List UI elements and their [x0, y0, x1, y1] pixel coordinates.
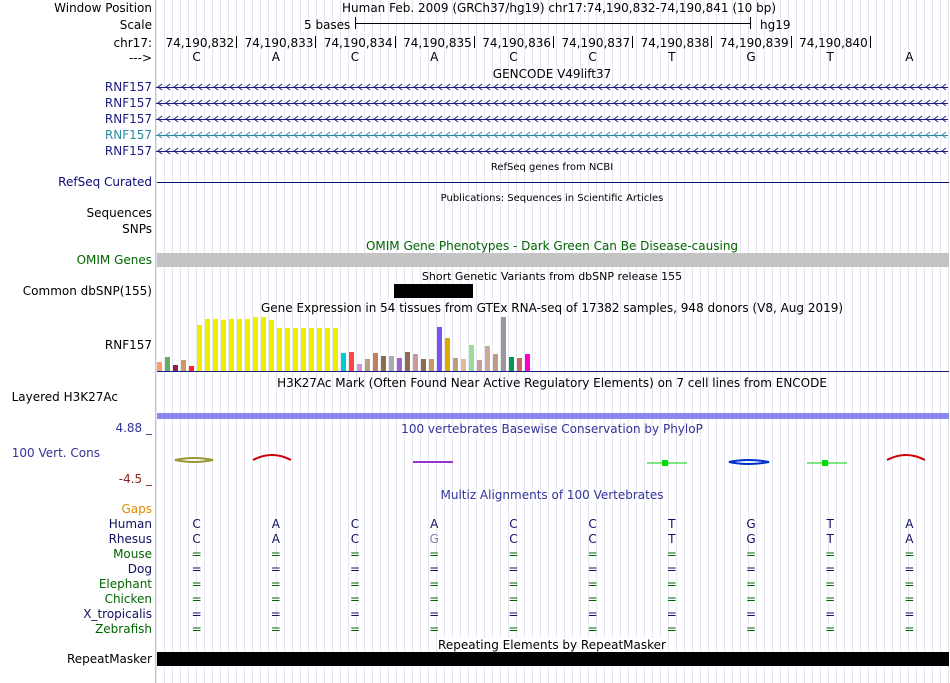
gtex-tissue-bar[interactable]: [445, 338, 450, 371]
gencode-transcript-line[interactable]: [156, 99, 948, 107]
species-label-zebrafish[interactable]: Zebrafish: [95, 622, 152, 636]
strand-arrows: [156, 147, 948, 155]
coordinate-tick: [395, 36, 396, 48]
gtex-tissue-bar[interactable]: [397, 358, 402, 371]
species-label-dog[interactable]: Dog: [127, 562, 152, 576]
repeatmasker-title: Repeating Elements by RepeatMasker: [438, 638, 666, 652]
snps-label[interactable]: SNPs: [122, 222, 152, 236]
gtex-tissue-bar[interactable]: [237, 319, 242, 371]
gtex-tissue-bar[interactable]: [429, 359, 434, 371]
scale-db: hg19: [760, 18, 791, 32]
alignment-base: =: [191, 547, 202, 561]
gtex-tissue-bar[interactable]: [357, 364, 362, 371]
alignment-base: G: [746, 517, 756, 531]
gtex-label[interactable]: RNF157: [104, 338, 152, 352]
gtex-tissue-bar[interactable]: [413, 354, 418, 371]
gtex-tissue-bar[interactable]: [501, 317, 506, 371]
gtex-tissue-bar[interactable]: [165, 357, 170, 371]
ruler-base: T: [826, 50, 834, 64]
alignment-base: =: [270, 622, 281, 636]
alignment-base: C: [350, 532, 360, 546]
alignment-base: =: [349, 547, 361, 561]
refseq-gene-line[interactable]: [157, 182, 949, 183]
species-label-xtropicalis[interactable]: X_tropicalis: [83, 607, 152, 621]
phylop-min-label: -4.5 _: [118, 472, 152, 486]
coordinate-tick-label: 74,190,833: [244, 36, 314, 50]
gencode-item-label[interactable]: RNF157: [104, 128, 152, 142]
chrom-label: chr17:: [113, 36, 152, 50]
alignment-base: T: [826, 517, 834, 531]
gtex-tissue-bar[interactable]: [365, 359, 370, 371]
alignment-base: A: [430, 517, 439, 531]
alignment-base: A: [271, 532, 280, 546]
h3k27ac-label[interactable]: Layered H3K27Ac: [11, 390, 118, 404]
repeatmasker-bar[interactable]: [157, 652, 949, 666]
coordinate-tick-label: 74,190,834: [323, 36, 393, 50]
gtex-tissue-bar[interactable]: [485, 346, 490, 371]
phylop-title: 100 vertebrates Basewise Conservation by PhyloP: [401, 422, 703, 436]
multiz-title: Multiz Alignments of 100 Vertebrates: [440, 488, 664, 502]
alignment-base: =: [587, 592, 598, 606]
gencode-transcript-line[interactable]: [156, 131, 948, 139]
gencode-transcript-line[interactable]: [156, 83, 948, 91]
alignment-base: G: [746, 532, 756, 546]
coordinate-tick: [791, 36, 792, 48]
gencode-title: GENCODE V49lift37: [492, 67, 612, 81]
dbsnp-label[interactable]: Common dbSNP(155): [22, 284, 152, 298]
coordinate-tick: [553, 36, 554, 48]
coordinate-tick: [315, 36, 316, 48]
ruler-base: A: [271, 50, 280, 64]
alignment-base: =: [904, 607, 915, 621]
gtex-tissue-bar[interactable]: [405, 352, 410, 371]
alignment-base: =: [904, 592, 915, 606]
gencode-transcript-line[interactable]: [156, 147, 948, 155]
gtex-tissue-bar[interactable]: [509, 357, 514, 371]
gtex-bar-chart[interactable]: [157, 316, 949, 371]
alignment-base: =: [587, 562, 598, 576]
scale-text: 5 bases: [304, 18, 351, 32]
gtex-tissue-bar[interactable]: [381, 356, 386, 371]
gencode-item-label[interactable]: RNF157: [104, 96, 152, 110]
gtex-tissue-bar[interactable]: [269, 320, 274, 371]
alignment-base: =: [508, 607, 519, 621]
coordinate-tick: [711, 36, 712, 48]
alignment-base: =: [904, 547, 915, 561]
ruler-base: C: [192, 50, 201, 64]
gtex-tissue-bar[interactable]: [245, 319, 250, 371]
gtex-tissue-bar[interactable]: [469, 345, 474, 371]
gtex-tissue-bar[interactable]: [437, 327, 442, 371]
alignment-base: =: [349, 592, 361, 606]
omim-label[interactable]: OMIM Genes: [76, 253, 152, 267]
gtex-tissue-bar[interactable]: [325, 328, 330, 371]
gtex-tissue-bar[interactable]: [221, 320, 226, 371]
scale-bar-right-tick: [750, 17, 751, 29]
repeatmasker-label[interactable]: RepeatMasker: [66, 652, 152, 666]
species-label-human[interactable]: Human: [108, 517, 152, 531]
coordinate-tick: [474, 36, 475, 48]
alignment-base: T: [668, 517, 676, 531]
alignment-base: C: [588, 517, 597, 531]
h3k27ac-signal[interactable]: [157, 413, 949, 419]
gtex-tissue-bar[interactable]: [181, 360, 186, 371]
gtex-tissue-bar[interactable]: [453, 358, 458, 371]
alignment-base: =: [904, 577, 915, 591]
alignment-base: =: [429, 607, 440, 621]
alignment-base: =: [508, 592, 519, 606]
alignment-base: =: [904, 562, 915, 576]
alignment-base: C: [588, 532, 597, 546]
alignment-base: =: [191, 622, 202, 636]
ruler-base: G: [746, 50, 756, 64]
alignment-base: =: [825, 577, 836, 591]
alignment-base: A: [905, 517, 914, 531]
ruler-base: C: [509, 50, 518, 64]
ruler-base: T: [668, 50, 676, 64]
species-label-mouse[interactable]: Mouse: [113, 547, 152, 561]
scale-label: Scale: [119, 18, 152, 32]
alignment-base: =: [508, 562, 519, 576]
alignment-base: =: [666, 577, 677, 591]
alignment-base: =: [270, 547, 281, 561]
alignment-base: =: [587, 547, 598, 561]
gtex-tissue-bar[interactable]: [373, 353, 378, 371]
gtex-tissue-bar[interactable]: [197, 325, 202, 371]
alignment-base: =: [825, 622, 836, 636]
phylop-max-label: 4.88 _: [115, 421, 152, 435]
alignment-base: =: [429, 592, 440, 606]
alignment-base: =: [349, 577, 361, 591]
alignment-base: =: [191, 592, 202, 606]
alignment-base: =: [666, 622, 677, 636]
gaps-label[interactable]: Gaps: [121, 502, 152, 516]
species-label-chicken[interactable]: Chicken: [104, 592, 152, 606]
gtex-tissue-bar[interactable]: [309, 328, 314, 371]
gtex-tissue-bar[interactable]: [389, 356, 394, 371]
alignment-base: C: [350, 517, 360, 531]
refseq-label[interactable]: RefSeq Curated: [58, 175, 152, 189]
gtex-tissue-bar[interactable]: [285, 328, 290, 371]
omim-title: OMIM Gene Phenotypes - Dark Green Can Be Disease-causing: [365, 239, 739, 253]
alignment-base: A: [271, 517, 280, 531]
omim-gene-bar[interactable]: [157, 253, 949, 267]
alignment-base: =: [745, 622, 757, 636]
alignment-base: T: [826, 532, 834, 546]
alignment-base: C: [509, 517, 518, 531]
gencode-item-label[interactable]: RNF157: [104, 80, 152, 94]
strand-arrows: [156, 131, 948, 139]
alignment-base: A: [905, 532, 914, 546]
coordinate-tick-label: 74,190,840: [799, 36, 868, 50]
alignment-base: =: [587, 607, 598, 621]
alignment-base: =: [825, 607, 836, 621]
dbsnp-title: Short Genetic Variants from dbSNP release 155: [421, 270, 683, 283]
alignment-base: =: [270, 562, 281, 576]
alignment-base: =: [904, 622, 915, 636]
gtex-tissue-bar[interactable]: [157, 362, 162, 371]
alignment-base: =: [429, 562, 440, 576]
window-position-label: Window Position: [54, 1, 152, 15]
alignment-base: =: [745, 562, 757, 576]
coordinate-tick-label: 74,190,838: [640, 36, 710, 50]
gtex-tissue-bar[interactable]: [477, 360, 482, 371]
alignment-base: =: [666, 592, 677, 606]
alignment-base: =: [349, 622, 361, 636]
alignment-base: =: [349, 607, 361, 621]
gencode-item-label[interactable]: RNF157: [104, 112, 152, 126]
alignment-base: C: [509, 532, 518, 546]
alignment-base: =: [587, 577, 598, 591]
coordinate-tick-label: 74,190,835: [403, 36, 472, 50]
alignment-base: =: [666, 547, 677, 561]
gtex-title: Gene Expression in 54 tissues from GTEx RNA-seq of 17382 samples, 948 donors (V8, Aug 2019): [260, 301, 844, 315]
gtex-tissue-bar[interactable]: [525, 354, 530, 371]
publications-title: Publications: Sequences in Scientific Articles: [440, 193, 664, 204]
phylop-signal[interactable]: [157, 448, 949, 472]
coordinate-tick-label: 74,190,832: [165, 36, 235, 50]
refseq-title: RefSeq genes from NCBI: [490, 162, 614, 173]
alignment-base: =: [745, 547, 757, 561]
alignment-base: T: [668, 532, 676, 546]
alignment-base: C: [192, 532, 201, 546]
alignment-base: =: [587, 622, 598, 636]
ruler-base: A: [905, 50, 914, 64]
coordinate-tick: [236, 36, 237, 48]
gencode-item-label[interactable]: RNF157: [104, 144, 152, 158]
ruler-base: A: [430, 50, 439, 64]
alignment-base: =: [270, 577, 281, 591]
gtex-tissue-bar[interactable]: [253, 317, 258, 371]
alignment-base: =: [191, 562, 202, 576]
phylop-label[interactable]: 100 Vert. Cons: [11, 446, 100, 460]
alignment-base: =: [666, 607, 677, 621]
gtex-tissue-bar[interactable]: [349, 352, 354, 371]
track-label-column: [0, 0, 155, 683]
alignment-base: =: [508, 622, 519, 636]
strand-arrows: [156, 99, 948, 107]
alignment-base: =: [349, 562, 361, 576]
ruler-base: C: [588, 50, 597, 64]
window-position-value: Human Feb. 2009 (GRCh37/hg19) chr17:74,190,832-74,190,841 (10 bp): [342, 1, 777, 15]
gtex-tissue-bar[interactable]: [333, 328, 338, 371]
alignment-base: =: [666, 562, 677, 576]
h3k27ac-title: H3K27Ac Mark (Often Found Near Active Regulatory Elements) on 7 cell lines from ENCODE: [277, 376, 827, 390]
strand-arrows: [156, 115, 948, 123]
coordinate-tick-label: 74,190,836: [482, 36, 551, 50]
strand-arrows: [156, 83, 948, 91]
gencode-transcript-line[interactable]: [156, 115, 948, 123]
dbsnp-variant-bar[interactable]: [394, 284, 473, 298]
gtex-tissue-bar[interactable]: [277, 328, 282, 371]
sequences-label[interactable]: Sequences: [86, 206, 152, 220]
species-label-rhesus[interactable]: Rhesus: [108, 532, 152, 546]
alignment-base: =: [429, 622, 440, 636]
strand-label: --->: [128, 51, 152, 65]
alignment-base: =: [508, 547, 519, 561]
coordinate-tick: [632, 36, 633, 48]
alignment-base: =: [825, 562, 836, 576]
alignment-base: =: [270, 592, 281, 606]
coordinate-tick: [870, 36, 871, 48]
alignment-base: =: [429, 547, 440, 561]
scale-bar: [355, 23, 751, 24]
gtex-tissue-bar[interactable]: [229, 319, 234, 371]
gtex-tissue-bar[interactable]: [341, 353, 346, 371]
alignment-base: =: [745, 592, 757, 606]
alignment-base: =: [508, 577, 519, 591]
gtex-tissue-bar[interactable]: [421, 359, 426, 371]
coordinate-tick-label: 74,190,839: [719, 36, 789, 50]
gtex-tissue-bar[interactable]: [293, 328, 298, 371]
gtex-tissue-bar[interactable]: [461, 359, 466, 371]
alignment-base: =: [191, 577, 202, 591]
ruler-base: C: [350, 50, 360, 64]
alignment-base: =: [191, 607, 202, 621]
alignment-base: =: [825, 592, 836, 606]
alignment-base: =: [825, 547, 836, 561]
alignment-base: C: [192, 517, 201, 531]
alignment-base: =: [429, 577, 440, 591]
gtex-tissue-bar[interactable]: [205, 319, 210, 371]
alignment-base: G: [429, 532, 439, 546]
alignment-base: =: [745, 577, 757, 591]
alignment-base: =: [270, 607, 281, 621]
gtex-tissue-bar[interactable]: [213, 319, 218, 371]
gtex-tissue-bar[interactable]: [317, 328, 322, 371]
gtex-tissue-bar[interactable]: [301, 328, 306, 371]
gtex-tissue-bar[interactable]: [517, 358, 522, 371]
coordinate-tick-label: 74,190,837: [561, 36, 631, 50]
gtex-tissue-bar[interactable]: [493, 354, 498, 371]
alignment-base: =: [745, 607, 757, 621]
gtex-tissue-bar[interactable]: [261, 317, 266, 371]
species-label-elephant[interactable]: Elephant: [98, 577, 152, 591]
gtex-baseline: [157, 371, 949, 372]
